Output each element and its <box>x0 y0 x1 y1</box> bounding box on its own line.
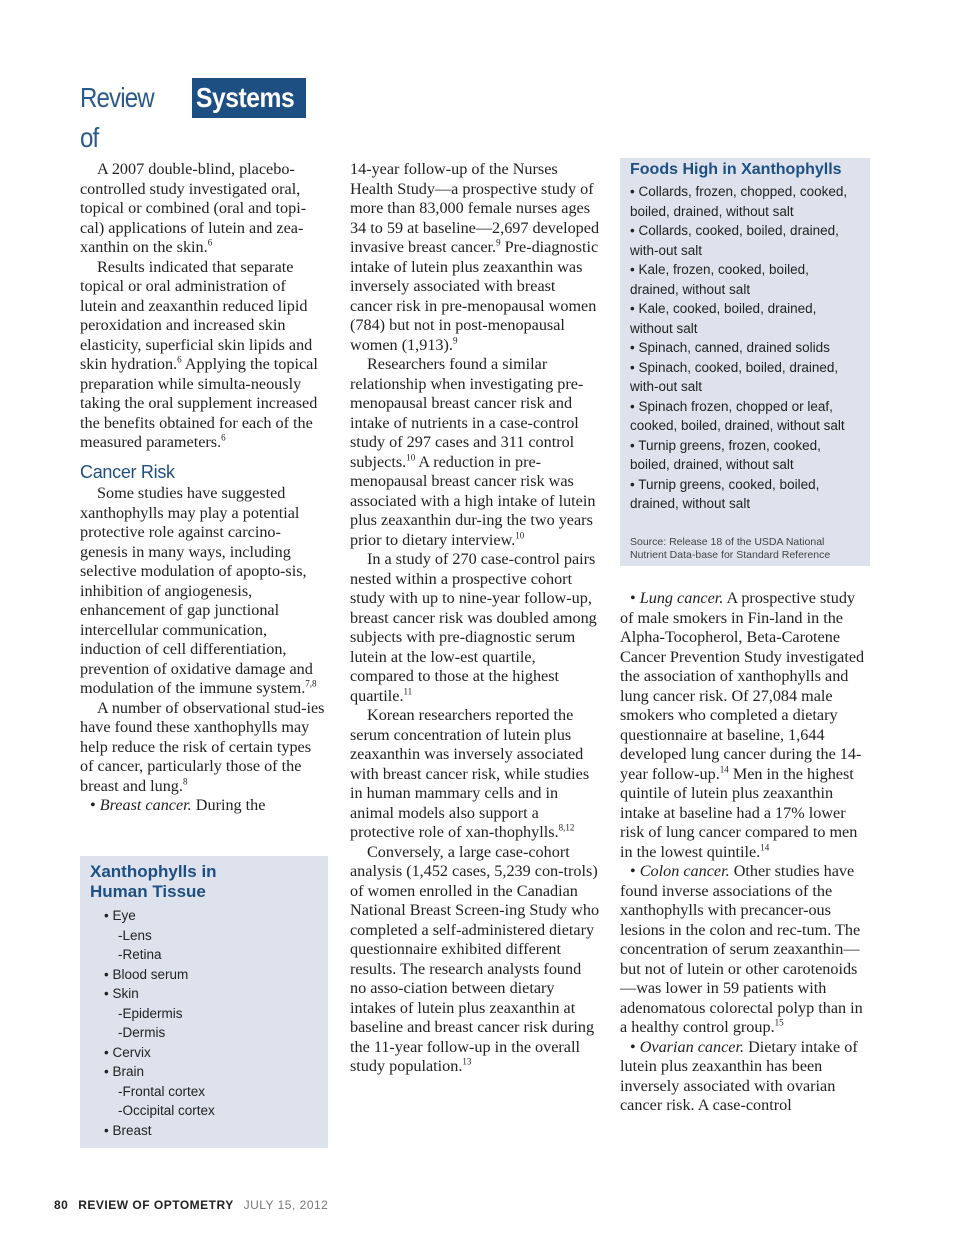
page-number: 80 <box>54 1198 69 1212</box>
list-item: -Occipital cortex <box>118 1103 215 1118</box>
paragraph <box>80 699 326 797</box>
reference: 9 <box>496 237 501 248</box>
list-item: • Breast <box>104 1122 152 1138</box>
sidebar-title: Xanthophylls in Human Tissue <box>90 862 217 901</box>
column-1 <box>80 160 326 816</box>
list-item: • Cervix <box>104 1044 151 1060</box>
paragraph-lead: Breast cancer. <box>99 796 192 814</box>
list-item: • Kale, frozen, cooked, boiled, drained, without salt <box>630 262 809 297</box>
list-item: • Collards, cooked, boiled, drained, with-out salt <box>630 223 839 258</box>
bullet: • <box>90 796 100 814</box>
bullet: • <box>630 1037 640 1056</box>
paragraph-text: Conversely, a large case-cohort analysis (1,452 cases, 5,239 con-trols) of women enrolled in the Canadian National Breast Screen-ing Study who completed a self-administered dietary questionnaire exhibited different results. The research analysts found no asso-ciation between dietary intakes of lutein plus zeaxanthin at baseline and breast cancer risk during the 11-year follow-up in the overall study population. <box>350 842 600 1075</box>
list-item: • Spinach, canned, drained solids <box>630 340 830 355</box>
paragraph <box>350 160 600 355</box>
list-item: -Retina <box>118 947 162 962</box>
paragraph-text: A prospective study of male smokers in Fin-land in the Alpha-Tocopherol, Beta-Carotene Cancer Prevention Study investigated the association of xanthophylls and lung cancer risk. Of 27,084 male smokers who completed a dietary questionnaire at baseline, 1,644 developed lung cancer during the 14-year follow-up. <box>620 589 865 783</box>
reference: 10 <box>406 452 416 463</box>
list-item: • Blood serum <box>104 966 189 982</box>
section-header <box>80 78 306 153</box>
bullet: • <box>630 862 640 880</box>
list-item: • Turnip greens, frozen, cooked, boiled, drained, without salt <box>630 437 821 472</box>
list-item: • Collards, frozen, chopped, cooked, boiled, drained, without salt <box>630 184 848 219</box>
sidebar-title: Foods High in Xanthophylls <box>630 161 842 178</box>
reference: 15 <box>774 1017 784 1028</box>
paragraph-lead: Colon cancer. <box>639 862 730 880</box>
paragraph-text: Other studies have found inverse associations of the xanthophylls with precancer-ous lesions in the colon and rec-tum. The concentration of serum zeaxanthin—but not of lutein or other carotenoids—was lower in 59 patients with adenomatous colorectal polyp than in a healthy control group. <box>620 862 863 1036</box>
reference: 8,12 <box>558 822 575 833</box>
list-item: • Brain <box>104 1064 144 1079</box>
reference: 6 <box>177 354 182 365</box>
list-item: • Eye <box>104 908 136 923</box>
paragraph-text: Pre-diagnostic intake of lutein plus zeaxanthin was inversely associated with breast cancer risk in pre-menopausal women (784) but not in post-menopausal women (1,913). <box>350 238 599 354</box>
paragraph-text: A 2007 double-blind, placebo-controlled study investigated oral, topical or combined (oral and topi-cal) applications of lutein and zea-xanthin on the skin. <box>80 160 307 256</box>
paragraph-text: A reduction in pre-menopausal breast cancer risk was associated with a high intake of lutein plus zeaxanthin dur-ing the two years prior to dietary interview. <box>350 452 596 549</box>
header-review-text: Review of <box>80 82 154 153</box>
sidebar-xanthophylls-in-tissue <box>80 856 328 1148</box>
list-item: • Spinach frozen, chopped or leaf, cooked, boiled, drained, without salt <box>630 398 845 433</box>
header-systems-label <box>192 78 306 118</box>
paragraph-text: 14-year follow-up of the Nurses Health Study—a prospective study of more than 83,000 female nurses ages 34 to 59 at baseline—2,697 developed invasive breast cancer. <box>350 160 600 256</box>
list-item: -Epidermis <box>118 1005 183 1021</box>
reference: 9 <box>452 335 458 346</box>
paragraph-text: During the <box>191 796 266 814</box>
list-item: • Skin <box>104 986 139 1001</box>
paragraph-text: In a study of 270 case-control pairs nested within a prospective cohort study with up to nine-year follow-up, breast cancer risk was doubled among subjects with pre-diagnostic serum lutein at the low-est quartile, compared to those at the highest quartile. <box>350 550 597 705</box>
tissue-list <box>80 906 328 1140</box>
paragraph-text: Researchers found a similar relationship when investigating pre-menopausal breast cancer risk and intake of nutrients in a case-control study of 297 cases and 311 control subjects. <box>350 355 584 471</box>
list-item: -Frontal cortex <box>118 1083 206 1099</box>
issue-date: JULY 15, 2012 <box>243 1198 329 1212</box>
reference: 14 <box>760 842 770 853</box>
paragraph <box>350 355 600 550</box>
paragraph-text: Results indicated that separate topical or oral administration of lutein and zeaxanthin reduced lipid peroxidation and increased skin elasticity, superficial skin lipids and skin hydration. <box>80 257 313 373</box>
paragraph <box>350 843 600 1077</box>
reference: 8 <box>182 776 188 787</box>
paragraph <box>80 160 326 258</box>
paragraph <box>620 589 870 862</box>
paragraph-text: Applying the topical preparation while simulta-neously taking the oral supplement increased the benefits obtained for each of the measured parameters. <box>80 355 318 451</box>
section-heading: Cancer Risk <box>80 461 175 482</box>
reference: 7,8 <box>305 678 317 689</box>
column-2 <box>350 160 600 1077</box>
header-systems-text: Systems <box>196 82 295 113</box>
paragraph-text: Dietary intake of lutein plus zeaxanthin has been inversely associated with ovarian cancer risk. A case-control <box>620 1037 858 1114</box>
paragraph-lead: Lung cancer. <box>639 589 724 607</box>
paragraph-lead: Ovarian cancer. <box>639 1037 745 1056</box>
list-item: • Spinach, cooked, boiled, drained, with-out salt <box>630 359 839 394</box>
list-item: -Lens <box>118 927 152 943</box>
reference: 6 <box>221 432 226 443</box>
paragraph-text: A number of observational stud-ies have found these xanthophylls may help reduce the risk of certain types of cancer, particularly those of the breast and lung. <box>80 698 325 795</box>
paragraph-text: Some studies have suggested xanthophylls may play a potential protective role against carcino-genesis in many ways, including selective modulation of apopto-sis, inhibition of angiogenesis, enhancement of gap junctional intercellular communication, induction of cell differentiation, prevention of oxidative damage and modulation of the immune system. <box>80 484 313 697</box>
reference: 11 <box>403 686 413 697</box>
reference: 14 <box>719 764 729 775</box>
paragraph-text: Korean researchers reported the serum concentration of lutein plus zeaxanthin was inversely associated with breast cancer risk, while studies in human mammary cells and in animal models also support a protective role of xan-thophylls. <box>350 706 590 841</box>
column-3 <box>620 589 870 1116</box>
page-footer <box>54 1198 328 1212</box>
paragraph <box>620 862 870 1038</box>
reference: 6 <box>207 237 213 248</box>
list-item: • Kale, cooked, boiled, drained, without salt <box>630 301 817 336</box>
paragraph <box>80 484 326 699</box>
list-item: -Dermis <box>118 1025 166 1040</box>
reference: 10 <box>515 530 525 541</box>
magazine-name: REVIEW OF OPTOMETRY <box>78 1198 234 1212</box>
reference: 13 <box>462 1056 472 1067</box>
paragraph <box>620 1038 870 1116</box>
foods-list <box>620 182 870 514</box>
paragraph <box>350 706 600 843</box>
paragraph <box>80 796 326 816</box>
list-item: • Turnip greens, cooked, boiled, drained, without salt <box>630 476 820 511</box>
paragraph <box>350 550 600 706</box>
bullet: • <box>630 589 640 607</box>
sidebar-foods-high-in-xanthophylls <box>620 158 870 566</box>
paragraph-text: Men in the highest quintile of lutein plus zeaxanthin intake at baseline had a 17% lower risk of lung cancer compared to men in the lowest quintile. <box>620 764 858 861</box>
source-note: Source: Release 18 of the USDA National Nutrient Data-base for Standard Reference <box>630 535 831 561</box>
paragraph <box>80 258 326 453</box>
